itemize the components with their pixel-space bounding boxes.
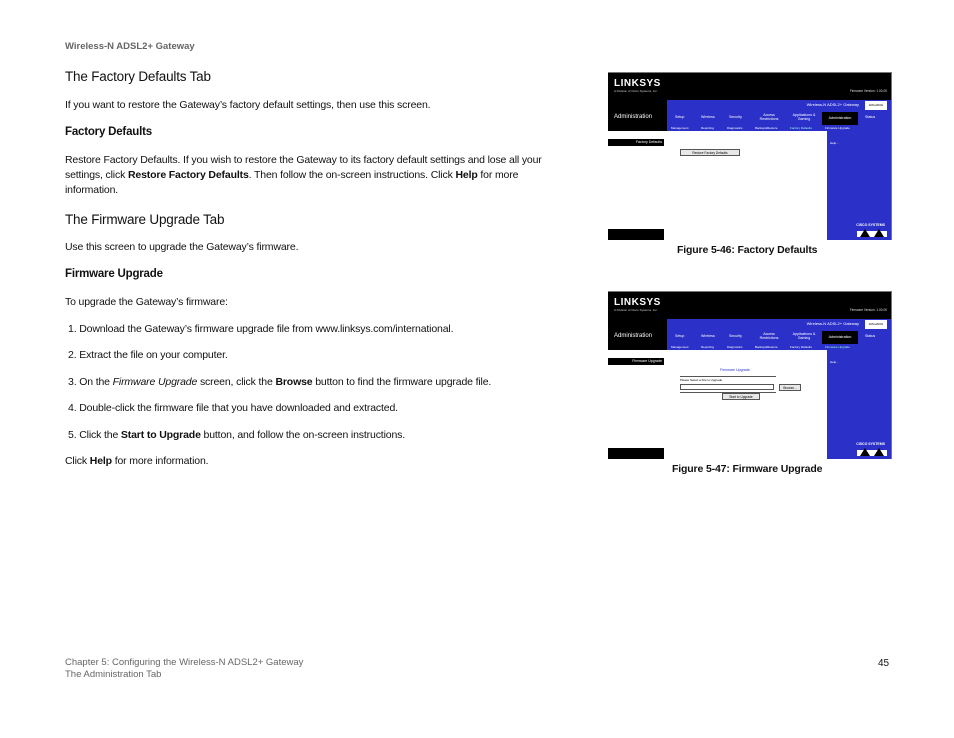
figure-46-caption: Figure 5-46: Factory Defaults — [677, 244, 818, 256]
subtab-firmware-upgrade[interactable]: Firmware Upgrade — [825, 345, 850, 349]
model-bar — [667, 100, 891, 112]
section-title: Administration — [614, 114, 653, 120]
tab-applications-gaming[interactable]: Applications & Gaming — [792, 332, 816, 340]
firmware-version: Firmware Version: 1.00.00 — [849, 89, 887, 93]
factory-tab-intro: If you want to restore the Gateway’s factory default settings, then use this screen. — [65, 99, 431, 111]
start-to-upgrade-button[interactable]: Start to Upgrade — [722, 393, 760, 400]
page-number: 45 — [878, 658, 890, 669]
help-column — [827, 350, 891, 459]
section-title: Administration — [614, 333, 653, 339]
left-footer — [608, 448, 664, 459]
left-column — [608, 131, 664, 240]
browse-button[interactable]: Browse... — [779, 384, 801, 391]
tab-administration[interactable]: Administration — [822, 112, 858, 125]
model-name: Wireless-N ADSL2+ Gateway — [806, 102, 859, 107]
factory-paragraph — [65, 153, 565, 198]
main-tabs — [667, 331, 891, 344]
left-column — [608, 350, 664, 459]
tab-status[interactable]: Status — [865, 115, 876, 119]
tab-security[interactable]: Security — [729, 115, 742, 119]
model-bar — [667, 319, 891, 331]
step-1: 1. Download the Gateway’s firmware upgrade file from www.linksys.com/international. — [68, 323, 454, 335]
subtab-reporting[interactable]: Reporting — [701, 126, 715, 130]
ui-header — [608, 292, 891, 314]
step-2: 2. Extract the file on your computer. — [68, 349, 228, 361]
tab-wireless[interactable]: Wireless — [701, 334, 715, 338]
subtab-factory-defaults[interactable]: Factory Defaults — [790, 345, 812, 349]
help-column — [827, 131, 891, 240]
footer-chapter: Chapter 5: Configuring the Wireless-N ADSL2+ Gateway — [65, 657, 304, 668]
model-name: Wireless-N ADSL2+ Gateway — [806, 321, 859, 326]
factory-para-line-1: Restore Factory Defaults. If you wish to restore the Gateway to its factory default settings and lose all your — [65, 154, 542, 166]
cisco-label: CISCO SYSTEMS — [856, 442, 885, 446]
firmware-upgrade-title: Firmware Upgrade — [720, 368, 750, 372]
subtab-backup-restore[interactable]: Backup&Restore — [755, 345, 778, 349]
select-file-label: Please Select a File to Upgrade — [680, 378, 723, 382]
content-footer — [664, 448, 827, 459]
factory-para-line-2: settings, click Restore Factory Defaults. Then follow the on-screen instructions. Click Help for more — [65, 169, 519, 181]
firmware-tab-heading: The Firmware Upgrade Tab — [65, 212, 225, 227]
firmware-version: Firmware Version: 1.00.00 — [849, 308, 887, 312]
main-tabs — [667, 112, 891, 125]
tab-wireless[interactable]: Wireless — [701, 115, 715, 119]
factory-subheading: Factory Defaults — [65, 126, 152, 138]
tab-applications-gaming[interactable]: Applications & Gaming — [792, 113, 816, 121]
step-4: 4. Double-click the firmware file that you have downloaded and extracted. — [68, 402, 398, 414]
tab-setup[interactable]: Setup — [675, 334, 685, 338]
left-footer — [608, 229, 664, 240]
ui-header — [608, 73, 891, 95]
tab-access-restrictions[interactable]: Access Restrictions — [759, 113, 779, 121]
firmware-upgrade-screenshot — [608, 291, 892, 459]
file-path-input[interactable] — [680, 384, 774, 390]
subtab-management[interactable]: Management — [671, 126, 689, 130]
tab-status[interactable]: Status — [865, 334, 876, 338]
tab-setup[interactable]: Setup — [675, 115, 685, 119]
page-footer — [65, 657, 303, 681]
factory-defaults-screenshot — [608, 72, 892, 240]
logo-subtitle: A Division of Cisco Systems, Inc. — [614, 89, 658, 93]
content-footer — [664, 229, 827, 240]
tab-administration[interactable]: Administration — [822, 331, 858, 344]
tab-access-restrictions[interactable]: Access Restrictions — [759, 332, 779, 340]
cisco-logo-icon — [857, 221, 887, 237]
linksys-logo: LINKSYS — [614, 297, 661, 308]
closing-note: Click Help for more information. — [65, 455, 209, 467]
subtab-reporting[interactable]: Reporting — [701, 345, 715, 349]
tab-security[interactable]: Security — [729, 334, 742, 338]
subtab-diagnostics[interactable]: Diagnostics — [727, 345, 743, 349]
step-3: 3. On the Firmware Upgrade screen, click the Browse button to find the firmware upgrade file. — [68, 376, 492, 388]
linksys-logo: LINKSYS — [614, 78, 661, 89]
factory-tab-heading: The Factory Defaults Tab — [65, 69, 211, 84]
firmware-subheading: Firmware Upgrade — [65, 268, 163, 280]
firmware-tab-intro: Use this screen to upgrade the Gateway’s firmware. — [65, 241, 299, 253]
restore-factory-defaults-button[interactable]: Restore Factory Defaults — [680, 149, 740, 156]
model-number: WAG200G — [865, 320, 887, 329]
subtab-factory-defaults[interactable]: Factory Defaults — [790, 126, 812, 130]
subtab-management[interactable]: Management — [671, 345, 689, 349]
step-5: 5. Click the Start to Upgrade button, and follow the on-screen instructions. — [68, 429, 406, 441]
firmware-lead: To upgrade the Gateway’s firmware: — [65, 296, 228, 308]
logo-subtitle: A Division of Cisco Systems, Inc. — [614, 308, 658, 312]
cisco-logo-icon — [857, 440, 887, 456]
footer-section: The Administration Tab — [65, 669, 162, 680]
left-section-label: Firmware Upgrade — [608, 358, 664, 365]
subtab-diagnostics[interactable]: Diagnostics — [727, 126, 743, 130]
help-link[interactable]: Help... — [830, 360, 839, 364]
subtab-backup-restore[interactable]: Backup&Restore — [755, 126, 778, 130]
figure-47-caption: Figure 5-47: Firmware Upgrade — [672, 463, 823, 475]
model-number: WAG200G — [865, 101, 887, 110]
left-section-label: Factory Defaults — [608, 139, 664, 146]
help-link[interactable]: Help... — [830, 141, 839, 145]
title-underline — [680, 376, 776, 377]
running-header: Wireless-N ADSL2+ Gateway — [65, 41, 195, 52]
factory-para-line-3: information. — [65, 184, 119, 196]
cisco-label: CISCO SYSTEMS — [856, 223, 885, 227]
subtab-firmware-upgrade[interactable]: Firmware Upgrade — [825, 126, 850, 130]
